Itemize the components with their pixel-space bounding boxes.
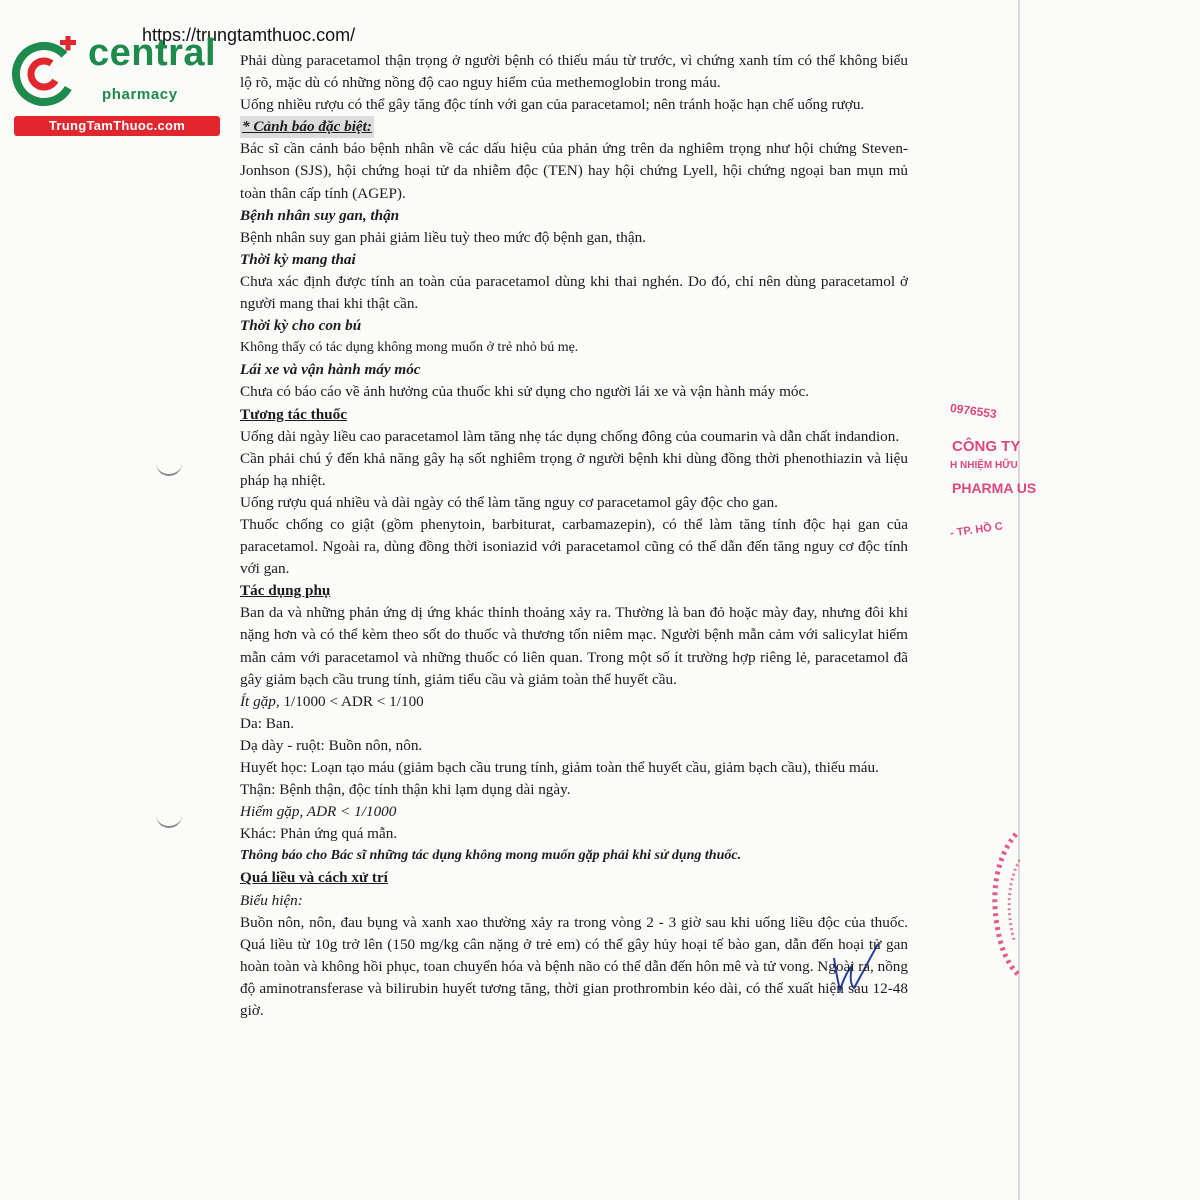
paragraph: Khác: Phản ứng quá mẫn. <box>240 825 398 843</box>
partial-stamp-mark <box>986 830 1020 980</box>
uncommon-range: 1/1000 < ADR < 1/100 <box>279 692 424 710</box>
paragraph: Không thấy có tác dụng không mong muốn ở trẻ nhỏ bú mẹ. <box>240 340 579 356</box>
paragraph: Bác sĩ cần cảnh báo bệnh nhân về các dấu hiệu của phản ứng trên da nghiêm trọng như hội chứng Steven-Jonhson (SJS), hội chứng hoại tử da nhiễm độc (TEN) hay hội chứng Lyell, hội chứng ngoại ban mụn mủ toàn thân cấp tính (AGEP). <box>240 140 908 202</box>
source-url: https://trungtamthuoc.com/ <box>142 25 356 45</box>
special-warning-heading: * Cảnh báo đặc biệt: <box>240 116 374 138</box>
heading-interactions: Tương tác thuốc <box>240 405 347 423</box>
stamp-line1: CÔNG TY <box>952 438 1021 455</box>
paragraph: Cần phải chú ý đến khả năng gây hạ sốt nghiêm trọng ở người bệnh khi dùng đồng thời phenothiazin và liệu pháp hạ nhiệt. <box>240 449 908 489</box>
heading-pregnancy: Thời kỳ mang thai <box>240 250 356 268</box>
rare-frequency: Hiếm gặp, ADR < 1/1000 <box>240 803 397 821</box>
company-stamp <box>946 396 1037 546</box>
paragraph: Dạ dày - ruột: Buồn nôn, nôn. <box>240 736 423 754</box>
reporting-notice: Thông báo cho Bác sĩ những tác dụng không mong muốn gặp phải khi sử dụng thuốc. <box>240 848 742 864</box>
paragraph: Huyết học: Loạn tạo máu (giảm bạch cầu trung tính, giảm toàn thể huyết cầu, giảm bạch cầu), thiếu máu. <box>240 759 879 776</box>
document-body <box>240 50 908 1022</box>
page-edge <box>1018 0 1020 1200</box>
stamp-phone: 0976553 <box>949 400 998 422</box>
uncommon-frequency <box>240 691 908 713</box>
uncommon-label: Ít gặp, <box>240 692 280 710</box>
paragraph: Uống dài ngày liều cao paracetamol làm tăng nhẹ tác dụng chống đông của coumarin và dẫn chất indandion. <box>240 427 900 445</box>
heading-side-effects: Tác dụng phụ <box>240 582 331 600</box>
paragraph: Bệnh nhân suy gan phải giảm liều tuỳ theo mức độ bệnh gan, thận. <box>240 228 646 246</box>
stamp-line3: PHARMA US <box>952 480 1037 496</box>
paragraph: Da: Ban. <box>240 714 294 732</box>
paragraph: Uống rượu quá nhiều và dài ngày có thể làm tăng nguy cơ paracetamol gây độc cho gan. <box>240 493 778 511</box>
stamp-line2: H NHIỆM HỮU <box>950 460 1018 471</box>
logo-subtitle: pharmacy <box>102 86 178 103</box>
logo-mark-icon <box>10 36 90 116</box>
paragraph: Thận: Bệnh thận, độc tính thận khi lạm dụng dài ngày. <box>240 781 571 799</box>
logo-wordmark: central <box>88 32 217 74</box>
paragraph: Uống nhiều rượu có thể gây tăng độc tính với gan của paracetamol; nên tránh hoặc hạn chế uống rượu. <box>240 96 865 114</box>
paragraph: Thuốc chống co giật (gồm phenytoin, barbiturat, carbamazepin), có thể làm tăng tính độc hại gan của paracetamol. Ngoài ra, dùng đồng thời isoniazid với paracetamol cũng có thể dẫn đến tăng nguy cơ độc tính với gan. <box>240 515 908 578</box>
punch-hole-mark <box>156 814 182 828</box>
paragraph: Chưa xác định được tính an toàn của paracetamol dùng khi thai nghén. Do đó, chỉ nên dùng paracetamol ở người mang thai khi thật cần. <box>240 272 908 313</box>
paragraph: Chưa có báo cáo về ảnh hưởng của thuốc khi sử dụng cho người lái xe và vận hành máy móc. <box>240 383 810 401</box>
paragraph: Ban da và những phản ứng dị ứng khác thỉnh thoảng xảy ra. Thường là ban đỏ hoặc mày đay, nhưng đôi khi nặng hơn và có thể kèm theo sốt do thuốc và thương tổn niêm mạc. Người bệnh mẫn cảm với salicylat hiếm mẫn cảm với paracetamol và những thuốc có liên quan. Trong một số ít trường hợp riêng lẻ, paracetamol đã gây giảm bạch cầu trung tính, giảm tiểu cầu và giảm toàn thể huyết cầu. <box>240 604 908 688</box>
heading-driving: Lái xe và vận hành máy móc <box>240 361 421 379</box>
paragraph: Buồn nôn, nôn, đau bụng và xanh xao thường xảy ra trong vòng 2 - 3 giờ sau khi uống liều độc của thuốc. Quá liều từ 10g trở lên (150 mg/kg cân nặng ở trẻ em) có thể gây hủy hoại tế bào gan, dẫn đến hoại tử gan hoàn toàn và không hồi phục, toan chuyển hóa và bệnh não có thể dẫn đến hôn mê và tử vong. Ngoài ra, nồng độ aminotransferase và bilirubin huyết tương tăng, thời gian prothrombin kéo dài, có thể xuất hiện sau 12-48 giờ. <box>240 913 908 1020</box>
punch-hole-mark <box>156 462 182 476</box>
central-pharmacy-logo <box>10 32 220 140</box>
heading-liver-kidney: Bệnh nhân suy gan, thận <box>240 206 400 224</box>
manifestation-label: Biểu hiện: <box>240 891 303 909</box>
logo-site-banner: TrungTamThuoc.com <box>14 116 220 136</box>
paragraph: Phải dùng paracetamol thận trọng ở người bệnh có thiếu máu từ trước, vì chứng xanh tím có thể không biểu lộ rõ, mặc dù có những nồng độ cao nguy hiểm của methemoglobin trong máu. <box>240 52 908 92</box>
heading-breastfeeding: Thời kỳ cho con bú <box>240 317 362 335</box>
heading-overdose: Quá liều và cách xử trí <box>240 869 388 887</box>
stamp-line4: - TP. HỒ C <box>949 520 1004 540</box>
